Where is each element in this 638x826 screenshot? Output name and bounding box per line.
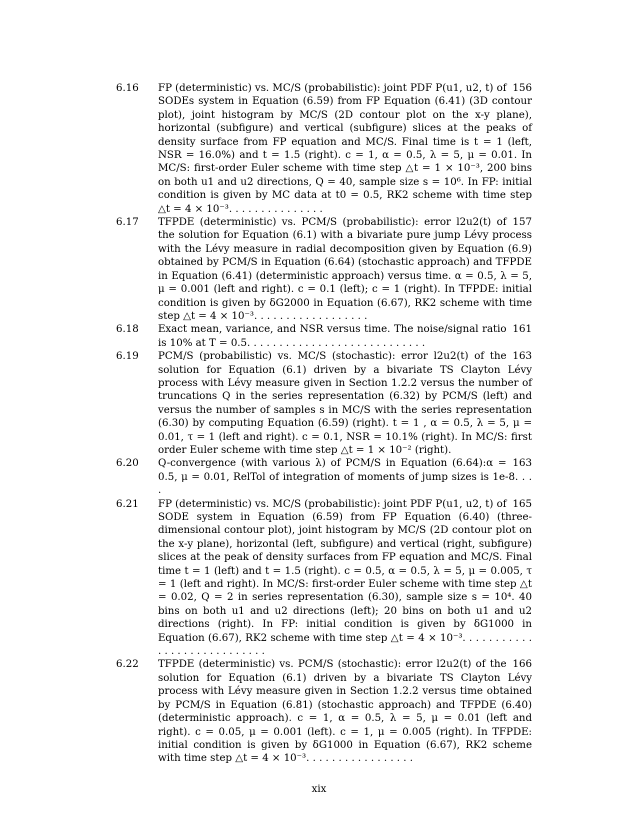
caption-text: Q-convergence (with various λ) of PCM/S in Equation (6.64):α = 0.5, μ = 0.01, RelTol of integration of moments of jump sizes is 1e-8. . . . bbox=[158, 458, 532, 497]
list-item bbox=[116, 216, 532, 323]
caption-text: Exact mean, variance, and NSR versus time. The noise/signal ratio is 10% at T = 0.5. . . . . . . . . . . . . . . . . . . . . . . . . . . . bbox=[158, 324, 507, 349]
caption-text: FP (deterministic) vs. MC/S (probabilistic): joint PDF P(u1, u2, t) of SODEs system in Equation (6.59) from FP Equation (6.41) (3D contour plot), joint histogram by MC/S (2D contour plot on the x-y plane), horizontal (subfigure) and vertical (subfigure) slices at the peaks of density surface from FP equation and MC/S. Final time is t = 1 (left, NSR = 16.0%) and t = 1.5 (right). c = 1, α = 0.5, λ = 5, μ = 0.01. In MC/S: first-order Euler scheme with time step △t = 1 × 10⁻³, 200 bins on both u1 and u2 directions, Q = 40, sample size s = 10⁶. In FP: initial condition is given by MC data at t0 = 0.5, RK2 scheme with time step △t = 4 × 10⁻³. . . . . . . . . . . . . . . bbox=[158, 83, 532, 215]
figure-caption bbox=[158, 457, 532, 497]
page-number: 163 bbox=[507, 457, 532, 470]
page-number: 163 bbox=[507, 350, 532, 363]
figure-number: 6.17 bbox=[116, 217, 139, 229]
list-of-figures bbox=[116, 82, 532, 766]
page-number: 157 bbox=[507, 216, 532, 229]
caption-text: TFPDE (deterministic) vs. PCM/S (stochastic): error l2u2(t) of the solution for Equation (6.1) driven by a bivariate TS Clayton Lévy process with Lévy measure given in Section 1.2.2 versus time obtained by PCM/S in Equation (6.81) (stochastic approach) and TFPDE (6.40) (deterministic approach). c = 1, α = 0.5, λ = 5, μ = 0.01 (left and right). c = 0.05, μ = 0.001 (left). c = 1, μ = 0.005 (right). In TFPDE: initial condition is given by δG1000 in Equation (6.67), RK2 scheme with time step △t = 4 × 10⁻³. . . . . . . . . . . . . . . . . bbox=[158, 659, 532, 765]
page-number: 166 bbox=[507, 658, 532, 671]
page-number: 156 bbox=[507, 82, 532, 95]
page-number: 165 bbox=[507, 498, 532, 511]
list-item bbox=[116, 658, 532, 765]
list-item bbox=[116, 350, 532, 457]
figure-caption bbox=[158, 350, 532, 457]
figure-number: 6.20 bbox=[116, 458, 139, 470]
figure-caption bbox=[158, 82, 532, 216]
figure-number: 6.16 bbox=[116, 83, 139, 94]
page-footer-number: xix bbox=[311, 784, 327, 795]
figure-caption bbox=[158, 323, 532, 350]
list-item bbox=[116, 82, 532, 216]
figure-number: 6.21 bbox=[116, 498, 139, 510]
list-item bbox=[116, 323, 532, 350]
figure-number: 6.18 bbox=[116, 324, 139, 336]
caption-text: FP (deterministic) vs. MC/S (probabilistic): joint PDF P(u1, u2, t) of SODE system in Equation (6.59) from FP Equation (6.40) (three-dimensional contour plot), joint histogram by MC/S (2D contour plot on the x-y plane), horizontal (left, subfigure) and vertical (right, subfigure) slices at the peak of density surfaces from FP equation and MC/S. Final time t = 1 (left) and t = 1.5 (right). c = 0.5, α = 0.5, λ = 5, μ = 0.005, τ = 1 (left and right). In MC/S: first-order Euler scheme with time step △t = 0.02, Q = 2 in series representation (6.30), sample size s = 10⁴. 40 bins on both u1 and u2 directions (left); 20 bins on both u1 and u2 directions (right). In FP: initial condition is given by δG1000 in Equation (6.67), RK2 scheme with time step △t = 4 × 10⁻³. . . . . . . . . . . . . . . . . . . . . . . . . . . . bbox=[158, 498, 532, 658]
figure-number: 6.19 bbox=[116, 351, 139, 363]
list-item bbox=[116, 457, 532, 497]
page-number: 161 bbox=[507, 323, 532, 336]
caption-text: PCM/S (probabilistic) vs. MC/S (stochastic): error l2u2(t) of the solution for Equation (6.1) driven by a bivariate TS Clayton Lévy process with Lévy measure given in Section 1.2.2 versus the number of truncations Q in the series representation (6.32) by PCM/S (left) and versus the number of samples s in MC/S with the series representation (6.30) by computing Equation (6.59) (right). t = 1 , α = 0.5, λ = 5, μ = 0.01, τ = 1 (left and right). c = 0.1, NSR = 10.1% (right). In MC/S: first order Euler scheme with time step △t = 1 × 10⁻² (right). bbox=[158, 351, 532, 456]
figure-caption bbox=[158, 216, 532, 323]
caption-text: TFPDE (deterministic) vs. PCM/S (probabilistic): error l2u2(t) of the solution for Equation (6.1) with a bivariate pure jump Lévy process with the Lévy measure in radial decomposition given by Equation (6.9) obtained by PCM/S in Equation (6.64) (stochastic approach) and TFPDE in Equation (6.41) (deterministic approach) versus time. α = 0.5, λ = 5, μ = 0.001 (left and right). c = 0.1 (left); c = 1 (right). In TFPDE: initial condition is given by δG2000 in Equation (6.67), RK2 scheme with time step △t = 4 × 10⁻³. . . . . . . . . . . . . . . . . . bbox=[158, 217, 532, 322]
list-item bbox=[116, 498, 532, 659]
figure-caption bbox=[158, 498, 532, 659]
figure-number: 6.22 bbox=[116, 659, 139, 671]
figure-caption bbox=[158, 658, 532, 765]
